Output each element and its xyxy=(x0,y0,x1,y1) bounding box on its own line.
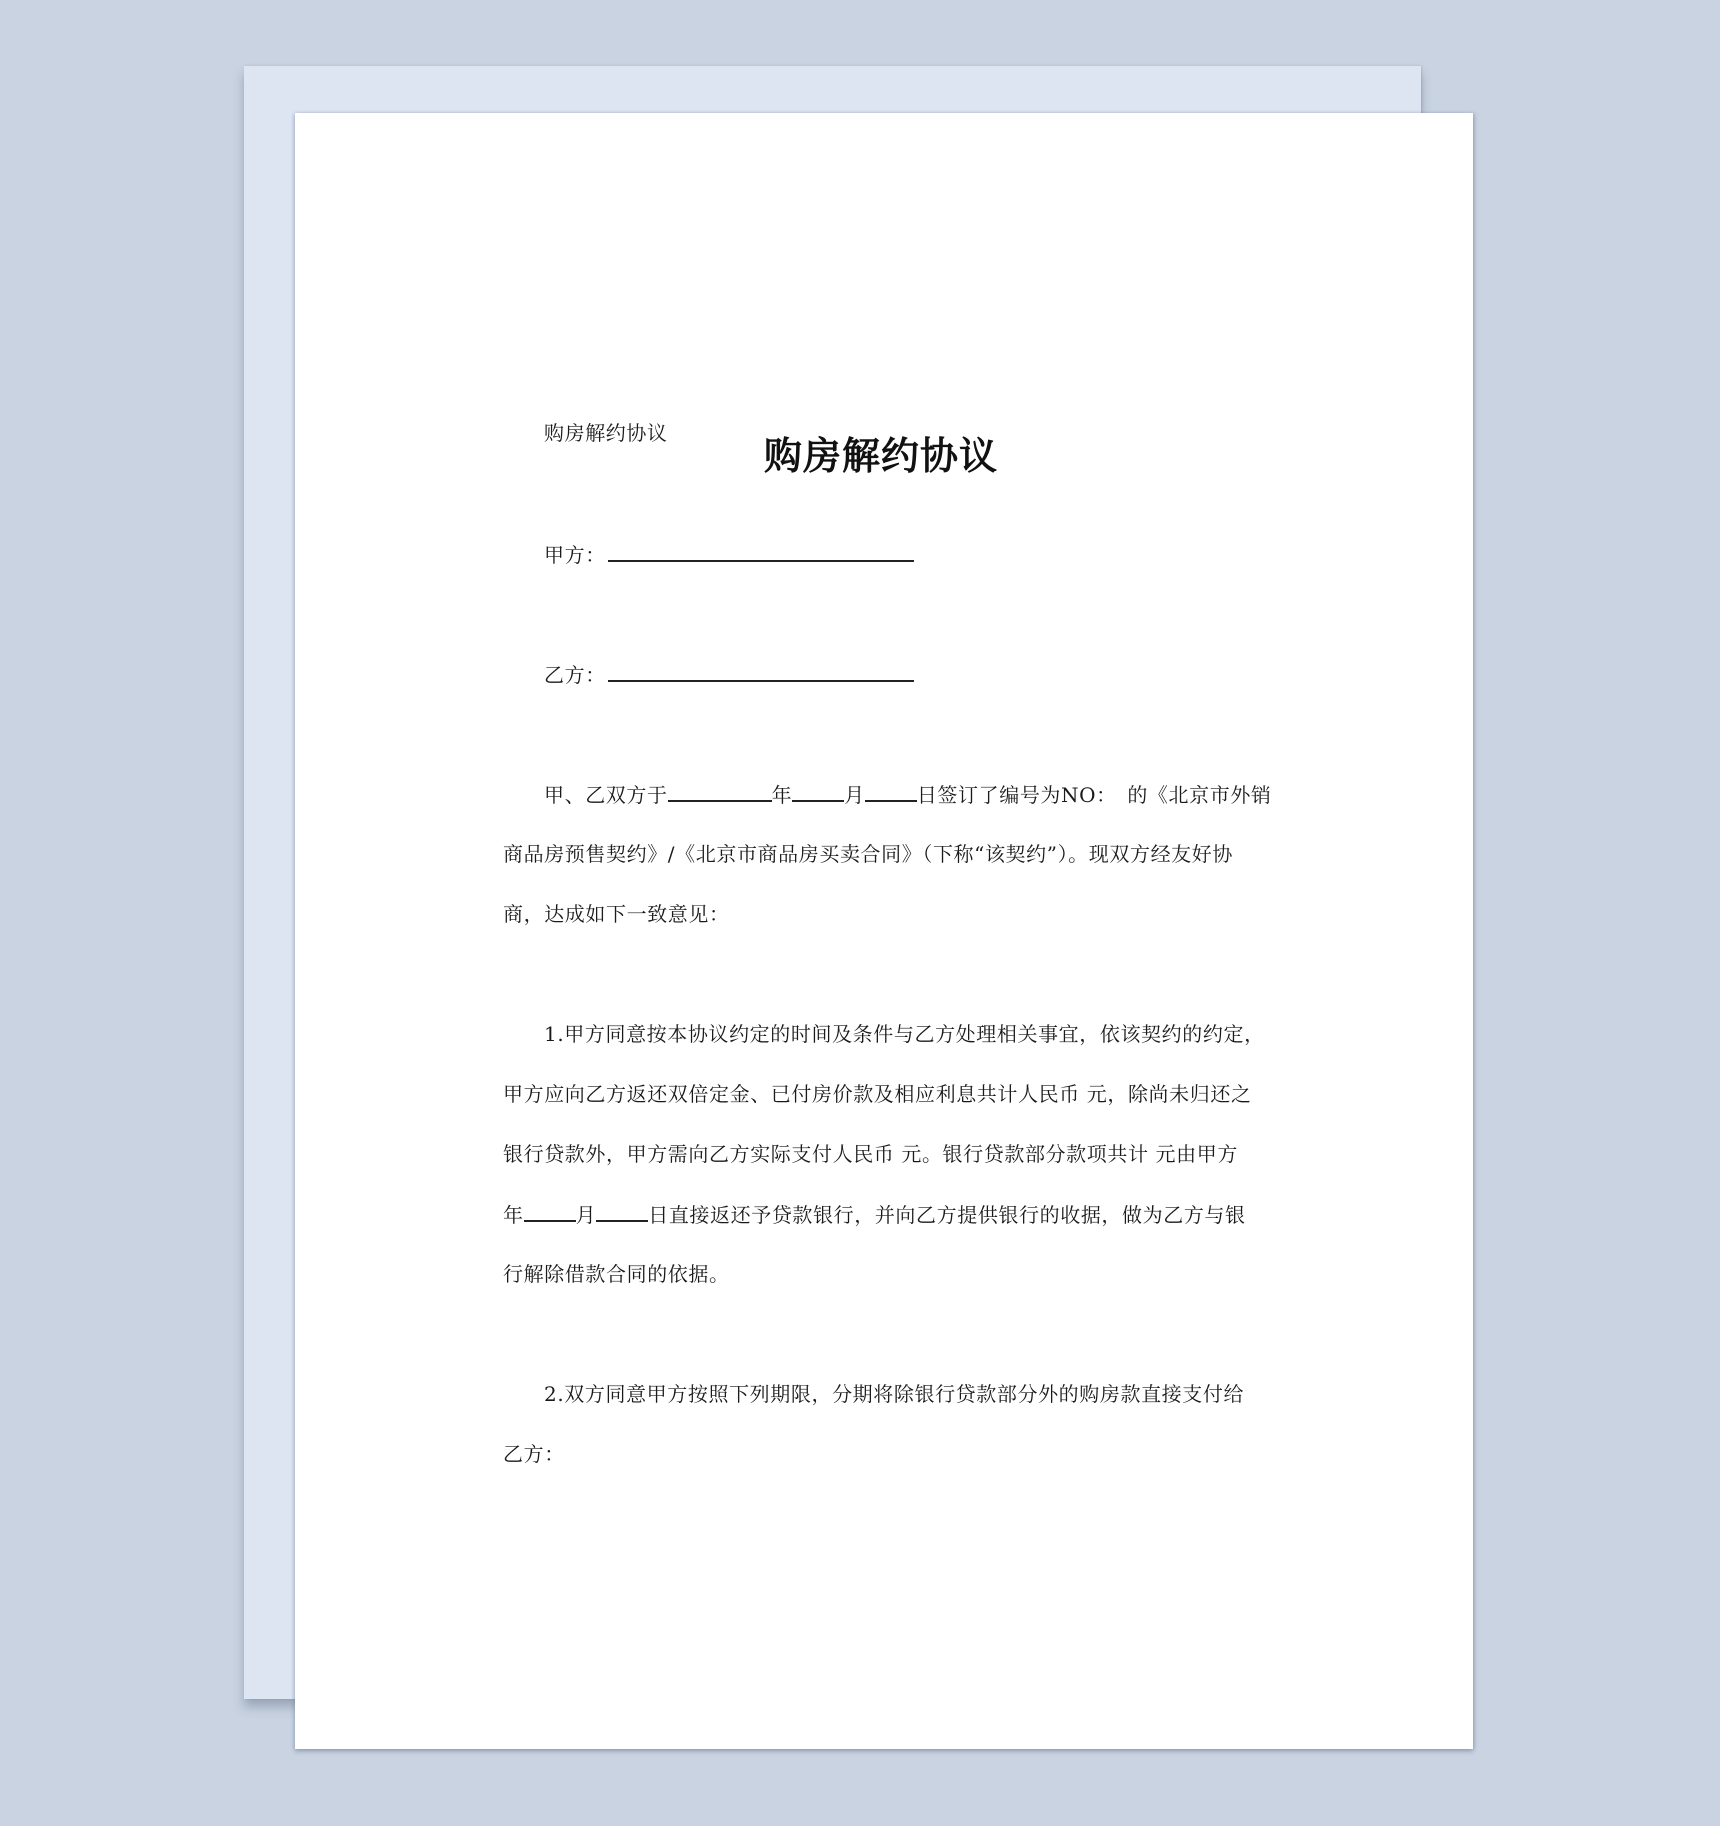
date-month-blank[interactable] xyxy=(792,782,844,802)
month-label: 月 xyxy=(844,783,865,807)
clause-1-line-5: 行解除借款合同的依据。 xyxy=(503,1262,730,1286)
party-b-row xyxy=(544,662,914,687)
intro-text: 甲、乙双方于 xyxy=(544,783,668,807)
return-month-blank[interactable] xyxy=(524,1202,576,1222)
clause-1-line-2: 甲方应向乙方返还双倍定金、已付房价款及相应利息共计人民币 元，除尚未归还之 xyxy=(503,1082,1252,1106)
year-label: 年 xyxy=(771,783,793,807)
party-b-blank[interactable] xyxy=(608,662,914,682)
month-label: 月 xyxy=(575,1203,597,1227)
party-a-row xyxy=(544,542,914,567)
intro-line-1 xyxy=(544,782,1272,807)
intro-line-2: 商品房预售契约》/《北京市商品房买卖合同》（下称“该契约”）。现双方经友好协 xyxy=(503,842,1233,866)
document-subtitle: 购房解约协议 xyxy=(544,421,668,445)
date-day-blank[interactable] xyxy=(865,782,917,802)
return-day-blank[interactable] xyxy=(596,1202,648,1222)
clause-2-line-1: 2.双方同意甲方按照下列期限，分期将除银行贷款部分外的购房款直接支付给 xyxy=(544,1382,1245,1406)
document-page xyxy=(295,113,1473,1749)
intro-line-3: 商，达成如下一致意见： xyxy=(503,902,730,926)
clause-1-line-4 xyxy=(503,1202,1246,1227)
party-a-blank[interactable] xyxy=(608,542,914,562)
clause-2-line-2: 乙方： xyxy=(503,1442,565,1466)
party-b-label: 乙方： xyxy=(544,663,606,687)
clause-1-line-1: 1.甲方同意按本协议约定的时间及条件与乙方处理相关事宜，依该契约的约定， xyxy=(544,1022,1265,1046)
clause-text: 日直接返还予贷款银行，并向乙方提供银行的收据，做为乙方与银 xyxy=(648,1203,1246,1227)
year-label: 年 xyxy=(503,1203,524,1227)
party-a-label: 甲方： xyxy=(544,543,606,567)
intro-text: 日签订了编号为NO： 的《北京市外销 xyxy=(916,783,1272,807)
clause-1-line-3: 银行贷款外，甲方需向乙方实际支付人民币 元。银行贷款部分款项共计 元由甲方 xyxy=(503,1142,1238,1166)
date-year-blank[interactable] xyxy=(668,782,772,802)
document-title: 购房解约协议 xyxy=(763,434,998,478)
